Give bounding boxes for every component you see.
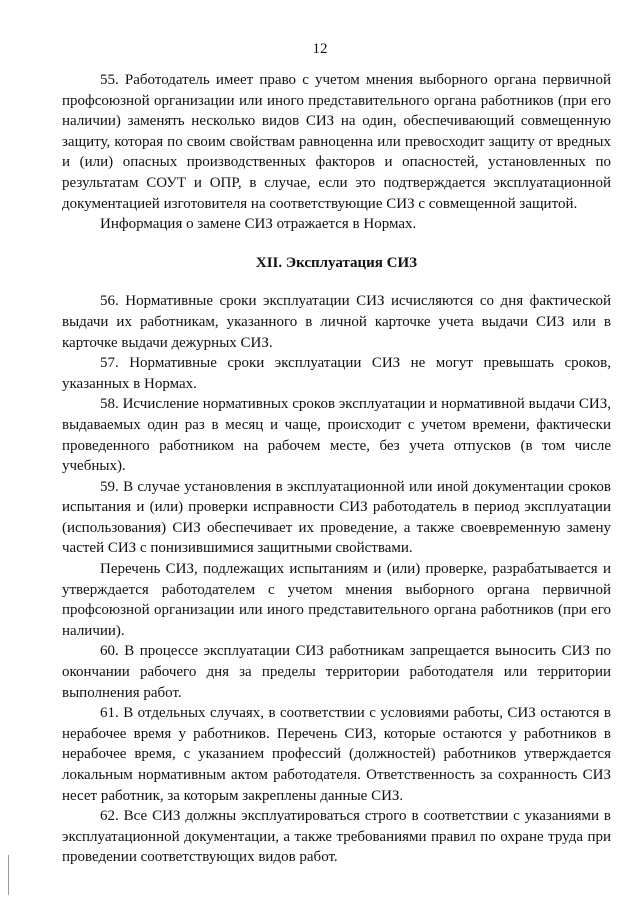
- paragraph-62: 62. Все СИЗ должны эксплуатироваться строго в соответствии с указаниями в эксплуатационной документации, а также требованиями правил по охране труда при проведении соответствующих видов работ.: [62, 808, 611, 866]
- paragraph-replacement-info: Информация о замене СИЗ отражается в Нормах.: [100, 216, 417, 233]
- paragraph-56: 56. Нормативные сроки эксплуатации СИЗ исчисляются со дня фактической выдачи их работникам, указанного в личной карточке учета выдачи СИЗ или в карточке выдачи дежурных СИЗ.: [62, 293, 611, 351]
- paragraph-55: 55. Работодатель имеет право с учетом мнения выборного органа первичной профсоюзной организации или иного представительного органа работников (при его наличии) заменять несколько видов СИЗ на один, обеспечивающий совмещенную защиту, которая по своим свойствам равноценна или превосходит защиту от вредных и (или) опасных производственных факторов и опасностей, установленных по результатам СОУТ и ОПР, в случае, если это подтверждается эксплуатационной документацией изготовителя на соответствующие СИЗ с совмещенной защитой.: [62, 72, 611, 212]
- paragraph-57: 57. Нормативные сроки эксплуатации СИЗ не могут превышать сроков, указанных в Нормах.: [62, 355, 611, 392]
- paragraph-60: 60. В процессе эксплуатации СИЗ работникам запрещается выносить СИЗ по окончании рабочего дня за пределы территории работодателя или территории выполнения работ.: [62, 643, 611, 701]
- section-heading: XII. Эксплуатация СИЗ: [255, 254, 418, 271]
- paragraph-61: 61. В отдельных случаях, в соответствии с условиями работы, СИЗ остаются в нерабочее время у работников. Перечень СИЗ, которые остаются у работников в нерабочее время, с указанием профессий (должностей) работников утверждается локальным нормативным актом работодателя. Ответственность за сохранность СИЗ несет работник, за которым закреплены данные СИЗ.: [62, 705, 611, 804]
- paragraph-59-list: Перечень СИЗ, подлежащих испытаниям и (или) проверке, разрабатывается и утверждается работодателем с учетом мнения выборного органа первичной профсоюзной организации или иного представительного органа работников (при его наличии).: [62, 561, 611, 639]
- scan-edge-mark: [8, 855, 9, 895]
- document-body: [62, 70, 611, 868]
- paragraph-58: 58. Исчисление нормативных сроков эксплуатации и нормативной выдачи СИЗ, выдаваемых один раз в месяц и чаще, происходит с учетом времени, фактически проведенного работником на рабочем месте, без учета отпусков (в том числе учебных).: [62, 396, 611, 475]
- paragraph-59: 59. В случае установления в эксплуатационной или иной документации сроков испытания и (или) проверки исправности СИЗ работодатель в период эксплуатации (использования) СИЗ обеспечивает их проведение, а также своевременную замену частей СИЗ с понизившимися защитными свойствами.: [62, 478, 611, 557]
- page-number: 12: [312, 41, 328, 57]
